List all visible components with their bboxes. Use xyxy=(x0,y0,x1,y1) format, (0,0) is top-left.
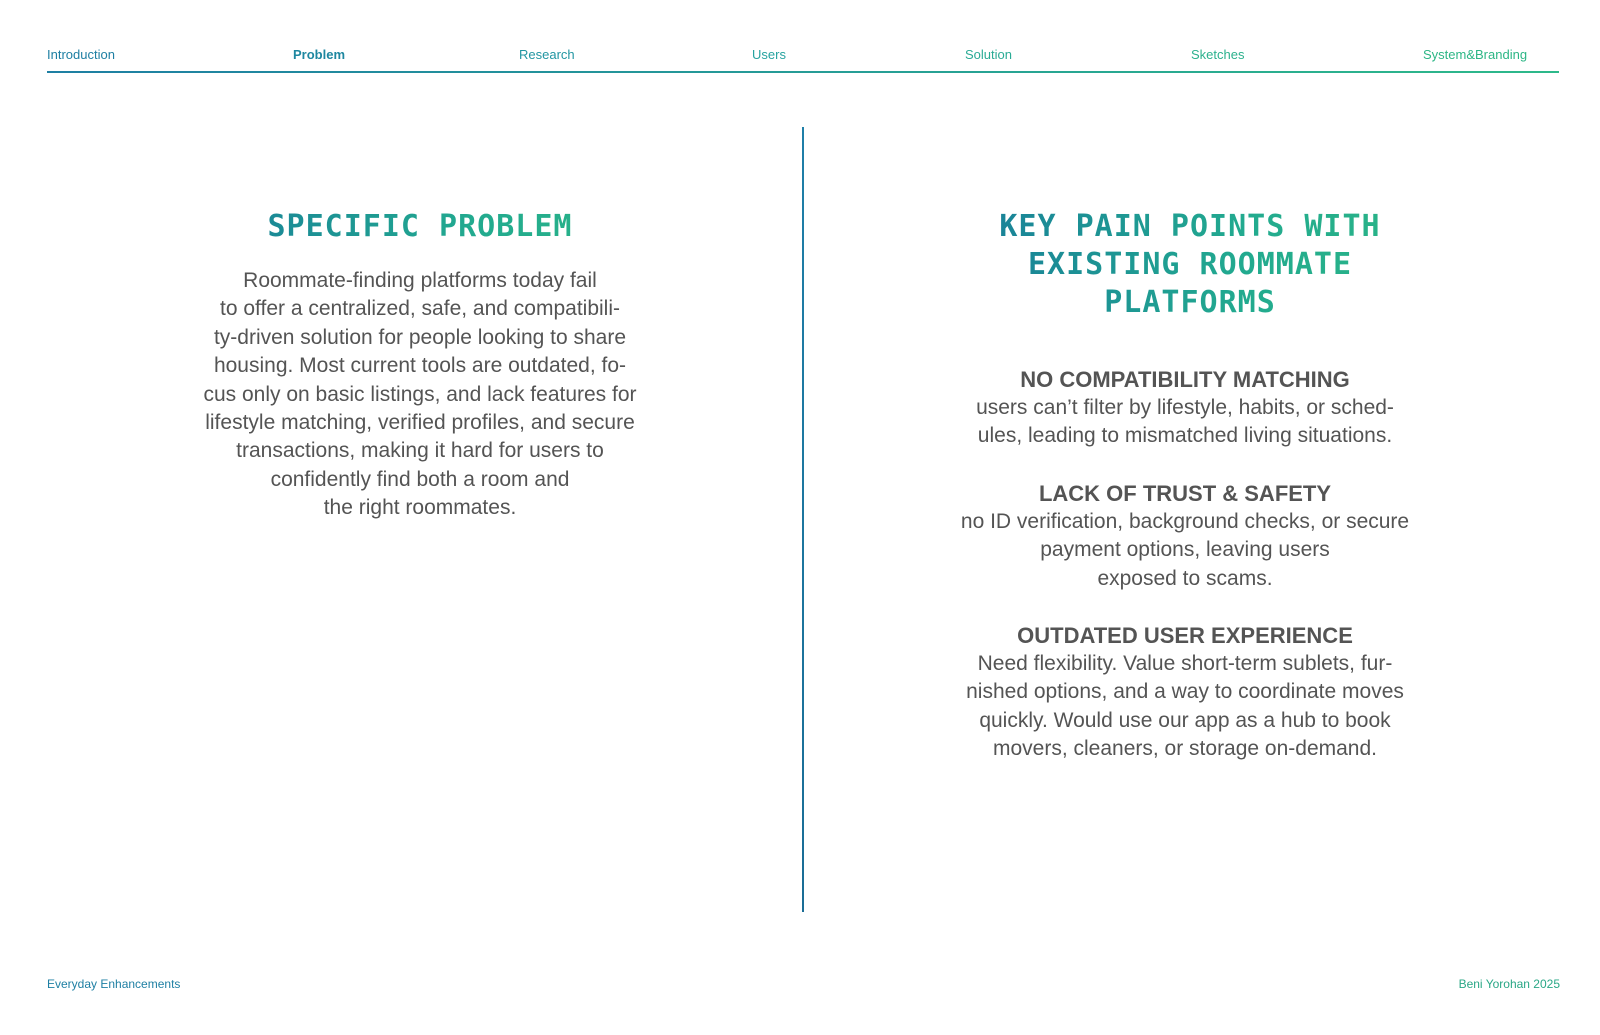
pain-line: quickly. Would use our app as a hub to book xyxy=(979,708,1391,732)
nav-item-sketches[interactable]: Sketches xyxy=(1191,47,1245,62)
body-line: transactions, making it hard for users to xyxy=(236,439,604,463)
footer-project-name: Everyday Enhancements xyxy=(47,977,181,991)
pain-point-description xyxy=(925,508,1445,593)
body-line: to offer a centralized, safe, and compatibili- xyxy=(220,297,620,321)
nav-item-system-branding[interactable]: System&Branding xyxy=(1423,47,1528,62)
specific-problem-body xyxy=(175,267,665,523)
body-line: confidently find both a room and xyxy=(270,467,570,491)
nav-item-problem[interactable]: Problem xyxy=(293,47,346,62)
body-line: lifestyle matching, verified profiles, and secure xyxy=(205,411,635,435)
body-line: cus only on basic listings, and lack features for xyxy=(203,382,637,406)
pain-point-title: OUTDATED USER EXPERIENCE xyxy=(1017,623,1353,648)
pain-line: movers, cleaners, or storage on-demand. xyxy=(992,737,1378,761)
footer-author-year: Beni Yorohan 2025 xyxy=(1458,977,1560,991)
pain-point-description xyxy=(925,394,1445,451)
pain-line: users can’t filter by lifestyle, habits, or sched- xyxy=(976,396,1394,419)
pain-point-trust-safety xyxy=(925,480,1445,593)
heading-line: KEY PAIN POINTS WITH xyxy=(999,209,1381,244)
body-line: ty-driven solution for people looking to share xyxy=(213,325,627,349)
top-navigation xyxy=(47,45,1559,73)
pain-point-compatibility xyxy=(925,366,1445,451)
body-line: housing. Most current tools are outdated, fo- xyxy=(213,354,627,378)
pain-point-title: NO COMPATIBILITY MATCHING xyxy=(1020,367,1350,392)
nav-item-users[interactable]: Users xyxy=(752,47,786,62)
heading-line: EXISTING ROOMMATE xyxy=(1027,247,1353,282)
pain-points-heading xyxy=(930,208,1450,322)
nav-item-research[interactable]: Research xyxy=(519,47,575,62)
body-line: the right roommates. xyxy=(323,496,517,520)
column-divider xyxy=(802,127,804,912)
pain-line: nished options, and a way to coordinate moves xyxy=(966,680,1404,704)
pain-line: exposed to scams. xyxy=(1097,566,1273,590)
pain-line: no ID verification, background checks, or secure xyxy=(960,510,1410,533)
nav-item-introduction[interactable]: Introduction xyxy=(47,47,115,62)
pain-line: Need flexibility. Value short-term sublets, fur- xyxy=(977,652,1393,675)
nav-item-solution[interactable]: Solution xyxy=(965,47,1012,62)
pain-point-title: LACK OF TRUST & SAFETY xyxy=(1038,481,1332,506)
pain-point-user-experience xyxy=(925,622,1445,764)
pain-line: ules, leading to mismatched living situations. xyxy=(977,424,1393,448)
heading-line: PLATFORMS xyxy=(1104,285,1276,320)
body-line: Roommate-finding platforms today fail xyxy=(243,269,597,292)
specific-problem-heading: SPECIFIC PROBLEM xyxy=(160,208,680,246)
pain-line: payment options, leaving users xyxy=(1040,538,1330,562)
pain-point-description xyxy=(925,650,1445,764)
